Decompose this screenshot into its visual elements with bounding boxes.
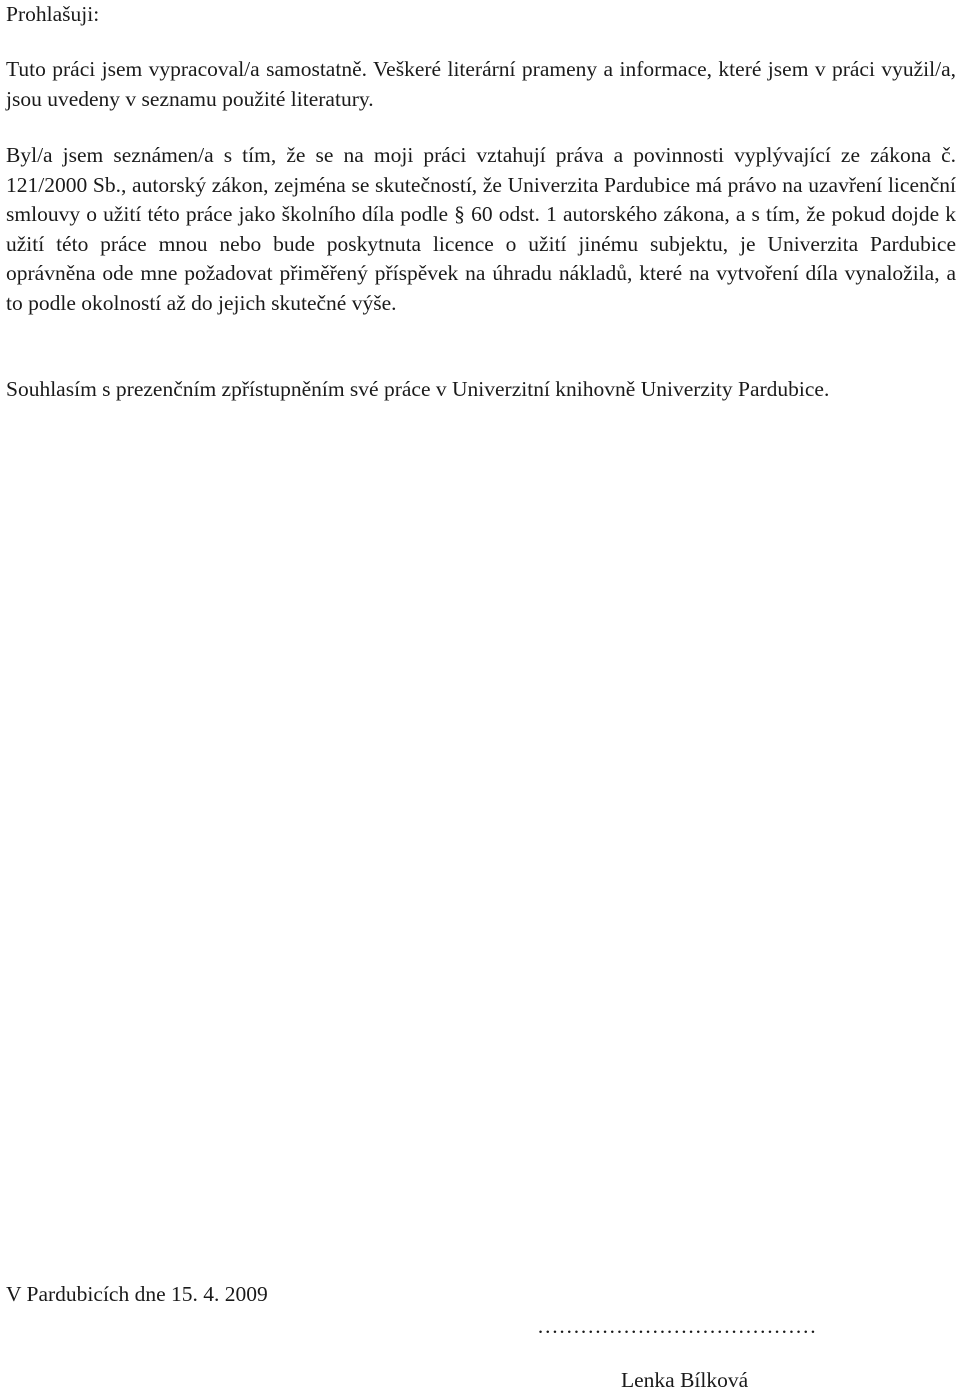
paragraph-originality: Tuto práci jsem vypracoval/a samostatně. Veškeré literární prameny a informace, které jsem v práci využil/a, jsou uvedeny v seznamu použité literatury. [6, 57, 956, 111]
signature-line: ………………………………… [537, 1314, 817, 1338]
signatory-name: Lenka Bílková [621, 1368, 749, 1392]
place-and-date: V Pardubicích dne 15. 4. 2009 [6, 1282, 268, 1306]
declaration-heading: Prohlašuji: [6, 2, 100, 26]
paragraph-copyright: Byl/a jsem seznámen/a s tím, že se na moji práci vztahují práva a povinnosti vyplývající ze zákona č. 121/2000 Sb., autorský zákon, zejména se skutečností, že Univerzita Pardubice má právo na uzavření licenční smlouvy o užití této práce jako školního díla podle § 60 odst. 1 autorského zákona, a s tím, že pokud dojde k užití této práce mnou nebo bude poskytnuta licence o užití jinému subjektu, je Univerzita Pardubice oprávněna ode mne požadovat přiměřený příspěvek na úhradu nákladů, které na vytvoření díla vynaložila, a to podle okolností až do jejich skutečné výše. [6, 143, 956, 315]
paragraph-library-consent: Souhlasím s prezenčním zpřístupněním své práce v Univerzitní knihovně Univerzity Pardubice. [6, 377, 830, 401]
